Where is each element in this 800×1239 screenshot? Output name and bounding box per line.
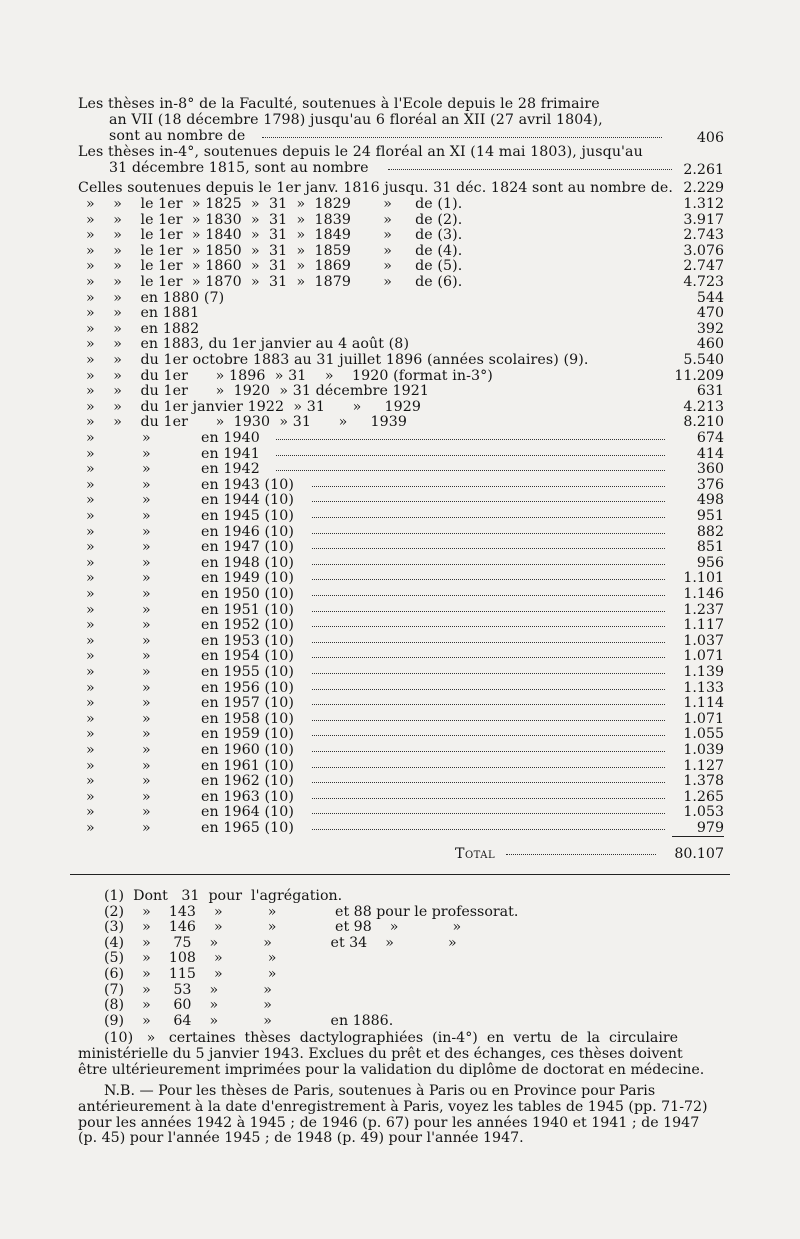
- ditto-mark: »: [142, 430, 151, 446]
- row-value: 8.210: [683, 414, 724, 431]
- row-value: 2.747: [683, 258, 724, 275]
- total-value: 80.107: [674, 846, 724, 862]
- footnote-line: (5) » 108 » »: [104, 950, 277, 967]
- year-value: 498: [696, 492, 724, 509]
- ditto-mark: »: [86, 601, 95, 618]
- ditto-mark: »: [142, 617, 151, 634]
- leader-dots: [312, 714, 665, 721]
- leader-dots: [312, 807, 665, 814]
- row-value: 1.312: [683, 196, 724, 212]
- row-value: 4.723: [683, 274, 724, 290]
- ditto-mark: »: [86, 664, 95, 680]
- year-label: en 1957 (10): [201, 695, 294, 712]
- leader-dots: [312, 698, 665, 705]
- leader-dots: [312, 667, 665, 674]
- ditto-mark: »: [142, 648, 151, 665]
- year-label: en 1959 (10): [201, 726, 294, 743]
- leader-dots: [276, 433, 665, 440]
- row-label: » » en 1883, du 1er janvier au 4 août (8): [86, 336, 410, 353]
- year-value: 1.378: [683, 773, 724, 790]
- ditto-mark: »: [142, 570, 151, 587]
- leader-dots: [312, 823, 665, 830]
- leader-dots: [312, 480, 665, 487]
- row-label: » » en 1882: [86, 320, 200, 337]
- year-label: en 1954 (10): [201, 648, 294, 665]
- row-label: » » le 1er » 1840 » 31 » 1849 » de (3).: [86, 227, 463, 244]
- year-value: 674: [696, 430, 724, 446]
- ditto-mark: »: [86, 632, 95, 649]
- ditto-mark: »: [86, 773, 95, 790]
- year-label: en 1963 (10): [201, 788, 294, 805]
- ditto-mark: »: [142, 632, 151, 649]
- year-label: en 1953 (10): [201, 632, 294, 649]
- year-label: en 1945 (10): [201, 508, 294, 524]
- note-10-line: être ultérieurement imprimées pour la validation du diplôme de doctorat en médecine.: [78, 1061, 705, 1078]
- total-label: Total: [455, 846, 496, 862]
- intro-line-6: Celles soutenues depuis le 1er janv. 1816 jusqu. 31 déc. 1824 sont au nombre de.: [78, 180, 674, 196]
- note-10-line: ministérielle du 5 janvier 1943. Exclues du prêt et des échanges, ces thèses doivent: [78, 1045, 683, 1062]
- year-value: 1.117: [683, 617, 724, 634]
- leader-dots: [312, 527, 665, 534]
- year-label: en 1950 (10): [201, 586, 294, 602]
- year-value: 414: [696, 445, 724, 462]
- nb-line: (p. 45) pour l'année 1945 ; de 1948 (p. 49) pour l'année 1947.: [78, 1130, 524, 1147]
- year-label: en 1949 (10): [201, 570, 294, 587]
- intro-value-2: 2.261: [683, 162, 724, 178]
- ditto-mark: »: [86, 539, 95, 556]
- year-value: 1.071: [683, 648, 724, 665]
- year-value: 1.237: [683, 601, 724, 618]
- ditto-mark: »: [86, 554, 95, 571]
- footnote-line: (3) » 146 » » et 98 » »: [104, 919, 462, 936]
- leader-dots: [276, 464, 665, 471]
- ditto-mark: »: [142, 804, 151, 821]
- leader-dots: [312, 511, 665, 518]
- leader-dots: [388, 163, 672, 170]
- nb-line: antérieurement à la date d'enregistrement à Paris, voyez les tables de 1945 (pp. 71-72): [78, 1098, 708, 1115]
- footnote-line: (8) » 60 » »: [104, 997, 272, 1014]
- year-value: 1.053: [683, 804, 724, 821]
- footnote-line: (7) » 53 » »: [104, 981, 272, 998]
- ditto-mark: »: [142, 523, 151, 540]
- year-value: 1.055: [683, 726, 724, 743]
- year-label: en 1958 (10): [201, 710, 294, 727]
- note-10-line: (10) » certaines thèses dactylographiées (in-4°) en vertu de la circulaire: [104, 1030, 679, 1046]
- year-label: en 1947 (10): [201, 539, 294, 556]
- nb-line: N.B. — Pour les thèses de Paris, soutenues à Paris ou en Province pour Paris: [104, 1083, 656, 1099]
- ditto-mark: »: [142, 664, 151, 680]
- ditto-mark: »: [86, 461, 95, 478]
- ditto-mark: »: [142, 773, 151, 790]
- year-label: en 1956 (10): [201, 679, 294, 696]
- row-label: » » le 1er » 1870 » 31 » 1879 » de (6).: [86, 274, 463, 290]
- ditto-mark: »: [86, 586, 95, 602]
- total-rule: [672, 836, 724, 837]
- ditto-mark: »: [142, 742, 151, 758]
- leader-dots: [312, 745, 665, 752]
- ditto-mark: »: [142, 820, 151, 836]
- intro-line-5: 31 décembre 1815, sont au nombre: [109, 160, 369, 176]
- leader-dots: [312, 605, 665, 612]
- row-label: » » du 1er janvier 1922 » 31 » 1929: [86, 398, 421, 415]
- ditto-mark: »: [86, 820, 95, 836]
- year-value: 1.139: [683, 664, 724, 680]
- year-value: 1.127: [683, 757, 724, 774]
- ditto-mark: »: [86, 523, 95, 540]
- year-label: en 1940: [201, 430, 260, 446]
- row-label: » » en 1880 (7): [86, 289, 225, 306]
- year-label: en 1960 (10): [201, 742, 294, 758]
- year-value: 360: [696, 461, 724, 478]
- row-label: » » du 1er » 1930 » 31 » 1939: [86, 414, 407, 431]
- ditto-mark: »: [86, 695, 95, 712]
- ditto-mark: »: [86, 788, 95, 805]
- leader-dots: [312, 636, 665, 643]
- year-value: 951: [696, 508, 724, 524]
- year-label: en 1961 (10): [201, 757, 294, 774]
- year-value: 956: [696, 554, 724, 571]
- row-value: 3.076: [683, 242, 724, 259]
- row-value: 392: [696, 320, 724, 337]
- leader-dots: [312, 573, 665, 580]
- ditto-mark: »: [86, 742, 95, 758]
- year-value: 376: [696, 476, 724, 493]
- row-label: » » du 1er » 1896 » 31 » 1920 (format in-3°): [86, 367, 493, 384]
- intro-value-1: 406: [696, 130, 724, 146]
- year-value: 1.071: [683, 710, 724, 727]
- leader-dots: [312, 542, 665, 549]
- footnote-line: (1) Dont 31 pour l'agrégation.: [104, 888, 343, 904]
- separator-rule: [70, 874, 730, 875]
- row-label: » » en 1881: [86, 305, 200, 322]
- year-label: en 1941: [201, 445, 260, 462]
- ditto-mark: »: [86, 492, 95, 509]
- intro-line-1: Les thèses in-8° de la Faculté, soutenues à l'Ecole depuis le 28 frimaire: [78, 96, 600, 112]
- year-label: en 1965 (10): [201, 820, 294, 836]
- ditto-mark: »: [86, 726, 95, 743]
- leader-dots: [312, 729, 665, 736]
- leader-dots: [312, 651, 665, 658]
- year-value: 1.101: [683, 570, 724, 587]
- leader-dots: [312, 495, 665, 502]
- footnote-line: (2) » 143 » » et 88 pour le professorat.: [104, 903, 519, 920]
- ditto-mark: »: [142, 508, 151, 524]
- ditto-mark: »: [86, 617, 95, 634]
- year-label: en 1951 (10): [201, 601, 294, 618]
- leader-dots: [262, 131, 662, 138]
- year-label: en 1948 (10): [201, 554, 294, 571]
- year-label: en 1943 (10): [201, 476, 294, 493]
- year-value: 882: [696, 523, 724, 540]
- footnote-line: (9) » 64 » » en 1886.: [104, 1012, 394, 1029]
- year-value: 979: [696, 820, 724, 836]
- row-value: 2.743: [683, 227, 724, 244]
- ditto-mark: »: [142, 476, 151, 493]
- year-label: en 1946 (10): [201, 523, 294, 540]
- year-label: en 1942: [201, 461, 260, 478]
- row-value: 470: [696, 305, 724, 322]
- leader-dots: [312, 761, 665, 768]
- year-label: en 1955 (10): [201, 664, 294, 680]
- leader-dots: [312, 558, 665, 565]
- year-label: en 1952 (10): [201, 617, 294, 634]
- ditto-mark: »: [142, 539, 151, 556]
- row-label: » » du 1er » 1920 » 31 décembre 1921: [86, 383, 430, 400]
- ditto-mark: »: [142, 461, 151, 478]
- leader-dots: [312, 683, 665, 690]
- ditto-mark: »: [142, 601, 151, 618]
- intro-value-3: 2.229: [683, 180, 724, 196]
- footnote-line: (6) » 115 » »: [104, 966, 277, 982]
- row-label: » » le 1er » 1850 » 31 » 1859 » de (4).: [86, 242, 463, 259]
- leader-dots: [312, 620, 665, 627]
- ditto-mark: »: [142, 757, 151, 774]
- ditto-mark: »: [86, 445, 95, 462]
- year-label: en 1944 (10): [201, 492, 294, 509]
- year-value: 851: [696, 539, 724, 556]
- row-value: 460: [696, 336, 724, 353]
- ditto-mark: »: [142, 710, 151, 727]
- intro-line-2: an VII (18 décembre 1798) jusqu'au 6 floréal an XII (27 avril 1804),: [109, 112, 603, 128]
- ditto-mark: »: [86, 757, 95, 774]
- ditto-mark: »: [142, 695, 151, 712]
- ditto-mark: »: [86, 804, 95, 821]
- ditto-mark: »: [142, 492, 151, 509]
- row-value: 631: [696, 383, 724, 400]
- ditto-mark: »: [142, 679, 151, 696]
- row-label: » » le 1er » 1830 » 31 » 1839 » de (2).: [86, 211, 463, 228]
- leader-dots: [312, 589, 665, 596]
- row-value: 3.917: [683, 211, 724, 228]
- year-label: en 1964 (10): [201, 804, 294, 821]
- year-value: 1.133: [683, 679, 724, 696]
- year-value: 1.039: [683, 742, 724, 758]
- ditto-mark: »: [142, 586, 151, 602]
- footnote-line: (4) » 75 » » et 34 » »: [104, 934, 457, 951]
- leader-dots: [312, 776, 665, 783]
- year-value: 1.037: [683, 632, 724, 649]
- year-value: 1.146: [683, 586, 724, 602]
- ditto-mark: »: [86, 430, 95, 446]
- ditto-mark: »: [86, 476, 95, 493]
- year-label: en 1962 (10): [201, 773, 294, 790]
- ditto-mark: »: [86, 710, 95, 727]
- row-value: 5.540: [683, 352, 724, 368]
- ditto-mark: »: [86, 679, 95, 696]
- row-label: » » le 1er » 1825 » 31 » 1829 » de (1).: [86, 196, 463, 212]
- ditto-mark: »: [142, 445, 151, 462]
- intro-line-3: sont au nombre de: [109, 128, 246, 144]
- row-value: 4.213: [683, 398, 724, 415]
- row-label: » » le 1er » 1860 » 31 » 1869 » de (5).: [86, 258, 463, 275]
- leader-dots: [276, 449, 665, 456]
- leader-dots: [312, 792, 665, 799]
- row-value: 11.209: [674, 367, 724, 384]
- row-value: 544: [696, 289, 724, 306]
- row-label: » » du 1er octobre 1883 au 31 juillet 1896 (années scolaires) (9).: [86, 352, 589, 368]
- ditto-mark: »: [142, 554, 151, 571]
- ditto-mark: »: [142, 726, 151, 743]
- nb-line: pour les années 1942 à 1945 ; de 1946 (p. 67) pour les années 1940 et 1941 ; de 1947: [78, 1114, 700, 1131]
- ditto-mark: »: [86, 570, 95, 587]
- year-value: 1.265: [683, 788, 724, 805]
- intro-line-4: Les thèses in-4°, soutenues depuis le 24 floréal an XI (14 mai 1803), jusqu'au: [78, 144, 643, 160]
- ditto-mark: »: [142, 788, 151, 805]
- leader-dots: [506, 848, 656, 855]
- ditto-mark: »: [86, 648, 95, 665]
- year-value: 1.114: [683, 695, 724, 712]
- ditto-mark: »: [86, 508, 95, 524]
